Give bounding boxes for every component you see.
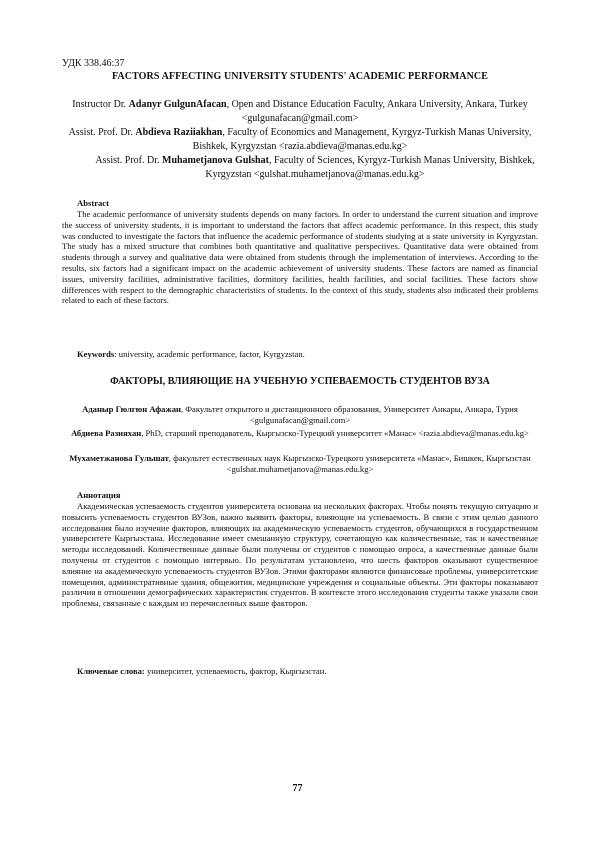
author-affiliation-ru-3	[60, 453, 540, 475]
keywords-ru	[77, 666, 327, 676]
abstract-heading-en: Abstract	[77, 198, 109, 208]
author-affiliation: , Faculty of Sciences, Kyrgyz-Turkish Manas University, Bishkek, Kyrgyzstan <gulshat.muhametjanova@manas.edu.kg>	[205, 155, 535, 180]
author-affiliation: , PhD, старший преподаватель, Кыргызско-Турецкий университет «Манас» <razia.abdieva@manas.edu.kg>	[141, 428, 529, 438]
page-number: 77	[292, 783, 303, 794]
author-affiliation-ru-1	[60, 404, 540, 426]
author-name: Аданыр Гюлгюн Афажан	[82, 404, 181, 414]
keywords-label: Keywords	[77, 349, 115, 359]
author-affiliation: , Open and Distance Education Faculty, Ankara University, Ankara, Turkey <gulgunafacan@gmail.com>	[226, 99, 528, 124]
title-english: FACTORS AFFECTING UNIVERSITY STUDENTS' ACADEMIC PERFORMANCE	[111, 71, 489, 82]
title-russian: ФАКТОРЫ, ВЛИЯЮЩИЕ НА УЧЕБНУЮ УСПЕВАЕМОСТЬ СТУДЕНТОВ ВУЗА	[110, 376, 490, 387]
author-name: Adanyr GulgunAfacan	[128, 99, 227, 110]
author-affiliation-en-3	[90, 154, 540, 181]
udk-code: УДК 338.46:37	[62, 58, 125, 69]
author-affiliation-en-2	[60, 126, 540, 153]
author-name: Muhametjanova Gulshat	[162, 155, 269, 166]
keywords-list: : university, academic performance, factor, Kyrgyzstan.	[114, 349, 305, 359]
author-prefix: Assist. Prof. Dr.	[68, 127, 136, 138]
author-name: Абдиева Разияхан	[71, 428, 142, 438]
keywords-en	[77, 349, 305, 359]
abstract-text-en: The academic performance of university students depends on many factors. In order to understand the current situation and improve the success of university students, it is important to understand the factors that affect academic performance. In this respect, this study was conducted to investigate the factors that influence the academic performance of students studying at a state university in Kyrgyzstan. The study has a mixed structure that combines both quantitative and qualitative perspectives. Quantitative data were obtained from students through a survey and qualitative data were obtained from students through the implementation of interviews. According to the results, six factors had a significant impact on the academic achievement of university students. These factors are named as financial issues, university facilities, administrative facilities, dormitory facilities, health facilities, and social facilities. These factors show differences with respect to the demographic characteristics of students. In the context of this study, students also indicated their problems related to each of these factors.	[62, 209, 538, 306]
keywords-list: университет, успеваемость, фактор, Кыргызстан.	[144, 666, 327, 676]
author-affiliation-en-1	[60, 98, 540, 125]
author-name: Мухаметжанова Гульшат	[69, 453, 169, 463]
author-affiliation: , Faculty of Economics and Management, Kyrgyz-Turkish Manas University, Bishkek, Kyrgyzstan <razia.abdieva@manas.edu.kg>	[192, 127, 532, 152]
author-affiliation: , Факультет открытого и дистанционного образования, Университет Анкары, Анкара, Турия <gulgunafacan@gmail.com>	[180, 404, 518, 425]
author-name: Abdieva Raziiakhan	[135, 127, 223, 138]
author-affiliation-ru-2	[60, 428, 540, 439]
abstract-text-ru: Академическая успеваемость студентов университета основана на нескольких факторах. Чтобы понять текущую ситуацию и повысить успеваемость студентов ВУЗов, важно выявить факторы, влияющие на успеваемость. В связи с этим целью данного исследования было изучение факторов, влияющих на академическую успеваемость студентов, обучающихся в государственном университете Кыргызстана. Исследование имеет смешанную структуру, сочетающую как количественные, так и качественные методы исследований. Количественные данные были получены от студентов с помощью опроса, а качественные данные были получены от студентов с помощью интервью. По результатам установлено, что шесть факторов оказывают существенное влияние на академическую успеваемость студентов ВУЗов. Этими факторами являются финансовые проблемы, университетские помещения, административные здания, общежития, медицинские учреждения и социальные объекты. Эти факторы показывают различия в отношении демографических характеристик студентов. В контексте этого исследования студенты также указали свои проблемы, связанные с каждым из перечисленных выше факторов.	[62, 501, 538, 609]
keywords-label: Ключевые слова:	[77, 666, 145, 676]
author-affiliation: , факультет естественных наук Кыргызско-Турецкого университета «Манас», Бишкек, Кыргызстан <gulshat.muhametjanova@manas.edu.kg>	[168, 453, 531, 474]
author-prefix: Instructor Dr.	[72, 99, 129, 110]
author-prefix: Assist. Prof. Dr.	[95, 155, 162, 166]
abstract-heading-ru: Аннотация	[77, 490, 121, 500]
